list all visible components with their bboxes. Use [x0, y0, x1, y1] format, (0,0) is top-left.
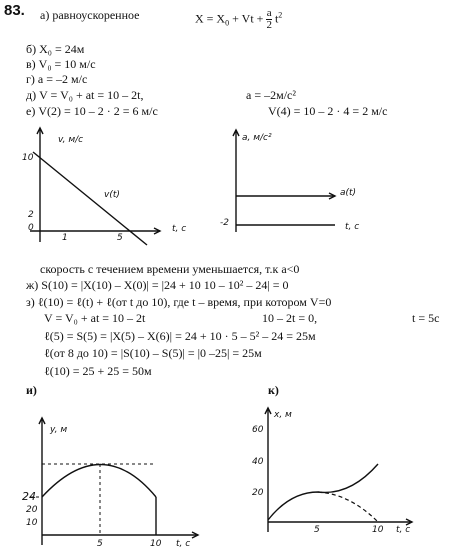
vt-x1: 1: [62, 233, 68, 243]
line-zh: ж) S(10) = |X(10) – X(0)| = |24 + 10 10 – 10² – 24| = 0: [26, 278, 289, 292]
line-z: з) ℓ(10) = ℓ(t) + ℓ(от t до 10), где t – время, при котором V=0: [26, 295, 332, 309]
at-xlabel: t, c: [345, 222, 360, 232]
yt-x5: 5: [97, 539, 103, 549]
vt-xlabel: t, c: [172, 224, 187, 234]
line-g: г) a = –2 м/с: [26, 72, 88, 86]
line-z5: ℓ(10) = 25 + 25 = 50м: [44, 364, 152, 378]
line-e-left: е) V(2) = 10 – 2 · 2 = 6 м/с: [26, 104, 158, 118]
line-v: в) V₀ = 10 м/с: [26, 57, 96, 71]
line-z2-right: t = 5c: [412, 311, 440, 325]
vt-curve-label: v(t): [104, 190, 120, 200]
vt-y2: 2: [28, 210, 34, 220]
line-d-left: д) V = V₀ + at = 10 – 2t,: [26, 88, 144, 102]
xt-x10: 10: [372, 525, 384, 535]
xt-y20: 20: [252, 488, 264, 498]
xt-x5: 5: [314, 525, 320, 535]
line-d-right: a = –2м/с²: [246, 88, 296, 102]
at-curve-label: a(t): [340, 188, 357, 198]
yt-y10: 10: [26, 518, 38, 528]
vt-y10: 10: [22, 153, 34, 163]
xt-y60: 60: [252, 425, 264, 435]
at-ylabel: a, м/c²: [242, 133, 272, 143]
at-ym2: -2: [220, 218, 229, 228]
line-a-label: а) равноускоренное: [40, 8, 140, 22]
yt-ylabel: y, м: [50, 425, 68, 435]
xt-xlabel: t, c: [396, 525, 411, 535]
vt-y0: 0: [28, 223, 34, 233]
xt-ylabel: x, м: [274, 410, 292, 420]
line-z2-left: V = V₀ + at = 10 – 2t: [44, 311, 146, 325]
yt-y20: 20: [26, 505, 38, 515]
label-k: к): [268, 383, 279, 397]
yt-x10: 10: [150, 539, 162, 549]
label-i: и): [26, 383, 37, 397]
line-z2-mid: 10 – 2t = 0,: [262, 311, 318, 325]
line-a-formula: $X = X_0 + Vt$ + $\frac{a}{2}$ $t^2$: [195, 7, 283, 31]
line-b: б) X₀ = 24м: [26, 42, 85, 56]
xt-curve-solid: [268, 464, 378, 520]
problem-number: 83.: [4, 2, 25, 19]
xt-y40: 40: [252, 457, 264, 467]
line-speed: скорость с течением времени уменьшается, т.к a<0: [40, 262, 300, 276]
xt-curve-dashed: [318, 492, 378, 522]
yt-xlabel: t, c: [176, 539, 191, 549]
line-z4: ℓ(от 8 до 10) = |S(10) – S(5)| = |0 –25| = 25м: [44, 346, 262, 360]
line-z3: ℓ(5) = S(5) = |X(5) – X(6)| = 24 + 10 · 5 – 5² – 24 = 25м: [44, 329, 316, 343]
vt-x5: 5: [117, 233, 123, 243]
line-e-right: V(4) = 10 – 2 · 4 = 2 м/с: [268, 104, 388, 118]
yt-y24: 24: [22, 490, 36, 503]
vt-ylabel: v, м/c: [58, 135, 84, 145]
